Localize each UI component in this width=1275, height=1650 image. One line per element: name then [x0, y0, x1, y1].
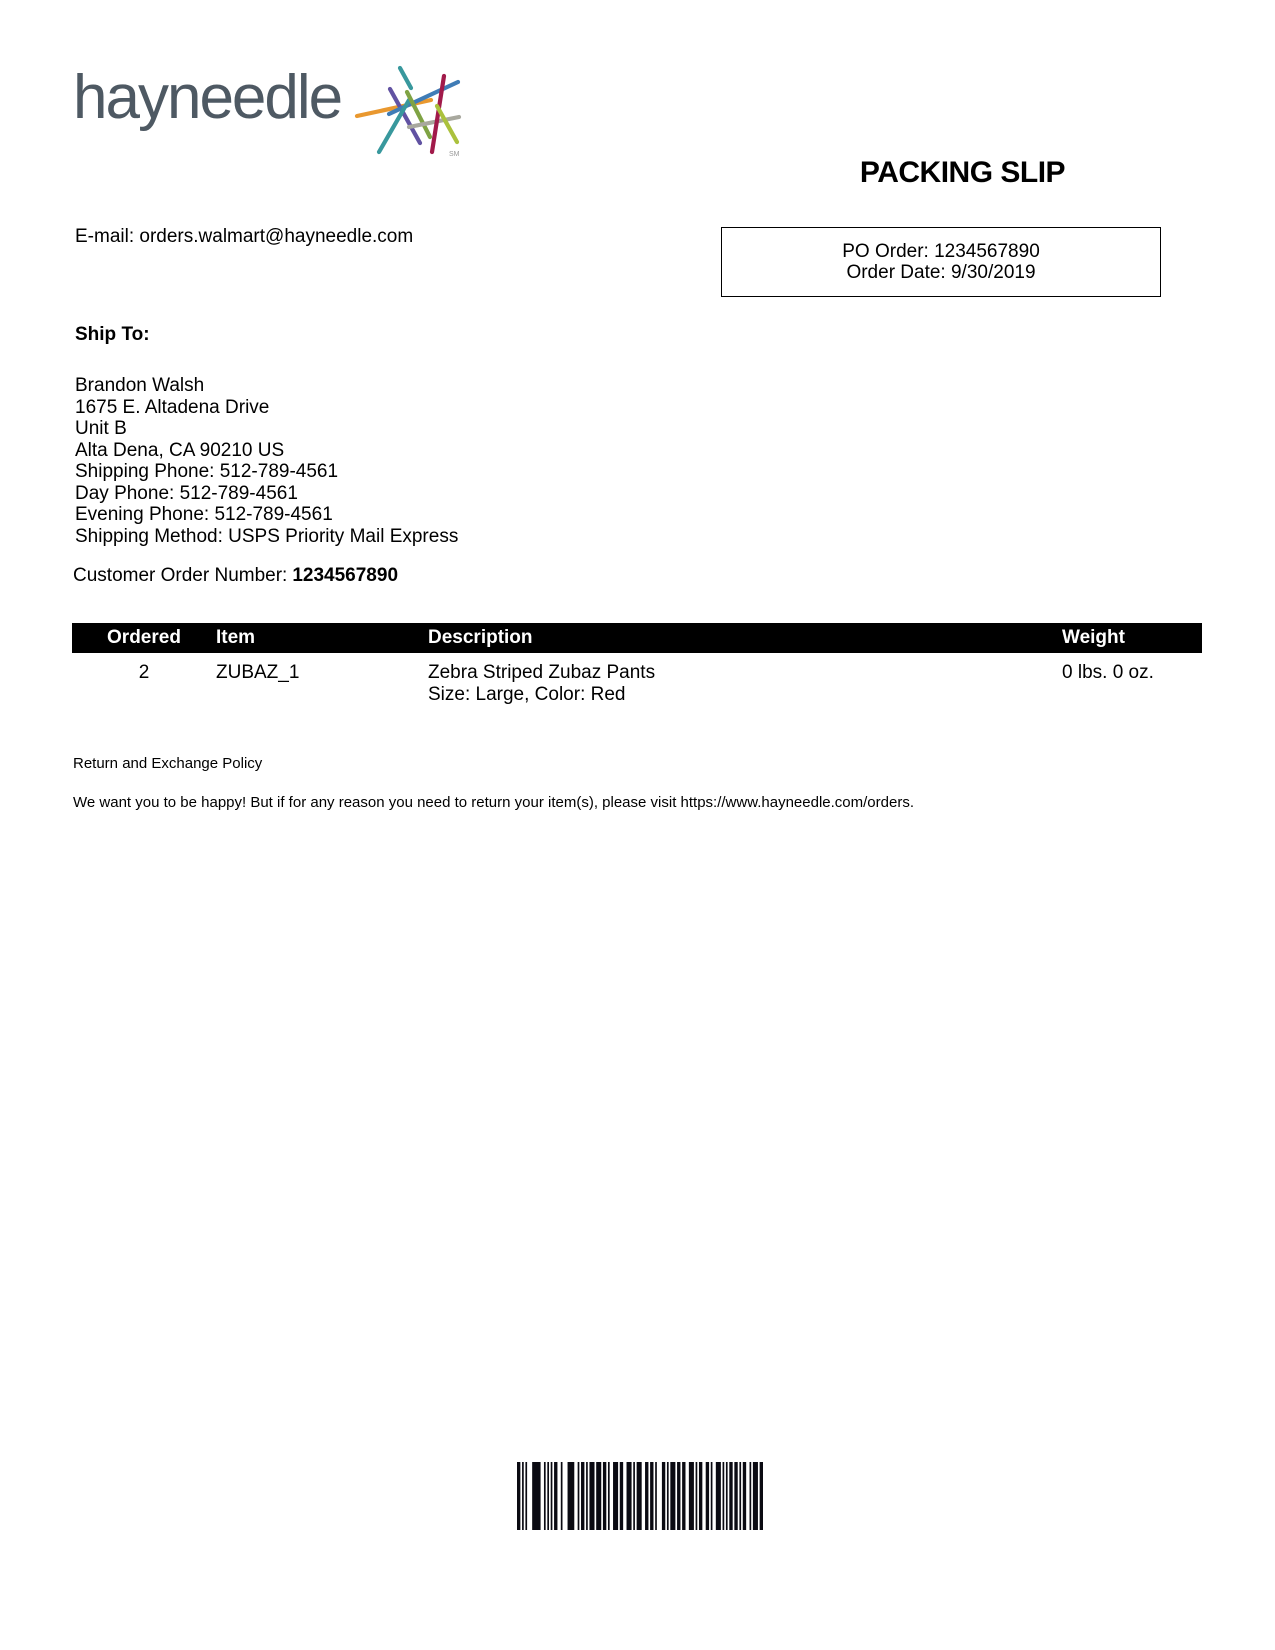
address-line-shipping-method: Shipping Method: USPS Priority Mail Express	[75, 525, 459, 547]
header-cell-ordered: Ordered	[107, 627, 181, 648]
ship-to-heading: Ship To:	[75, 324, 150, 345]
order-date-line: Order Date: 9/30/2019	[846, 262, 1036, 283]
customer-order-number	[73, 565, 398, 587]
cell-ordered: 2	[138, 662, 150, 683]
cell-weight: 0 lbs. 0 oz.	[1062, 662, 1154, 683]
header-cell-description: Description	[428, 627, 533, 648]
hayneedle-logo	[73, 58, 463, 158]
address-line-unit: Unit B	[75, 418, 127, 439]
header-cell-item: Item	[216, 627, 256, 648]
address-line-day-phone: Day Phone: 512-789-4561	[75, 482, 298, 504]
return-policy-text: We want you to be happy! But if for any reason you need to return your item(s), please visit https://www.hayneedle.com/orders.	[73, 794, 914, 811]
address-line-name: Brandon Walsh	[75, 375, 205, 396]
cell-item: ZUBAZ_1	[216, 662, 300, 683]
description-options: Size: Large, Color: Red	[428, 684, 626, 705]
description-title: Zebra Striped Zubaz Pants	[428, 662, 656, 683]
return-policy-heading: Return and Exchange Policy	[73, 755, 263, 772]
order-info-box	[721, 227, 1161, 297]
address-line-shipping-phone: Shipping Phone: 512-789-4561	[75, 461, 339, 482]
ship-to-address	[75, 375, 458, 547]
address-line-evening-phone: Evening Phone: 512-789-4561	[75, 504, 333, 525]
address-line-city: Alta Dena, CA 90210 US	[75, 439, 285, 461]
table-header-row	[72, 623, 1202, 653]
order-barcode	[517, 1462, 763, 1530]
email-line: E-mail: orders.walmart@hayneedle.com	[75, 226, 414, 247]
items-table	[72, 623, 1202, 706]
table-row	[72, 662, 1202, 706]
cell-description	[428, 662, 1062, 706]
logo-text: hayneedle	[73, 63, 342, 132]
needles-icon	[351, 64, 463, 158]
customer-order-value: 1234567890	[292, 565, 399, 586]
customer-order-label: Customer Order Number:	[73, 565, 288, 586]
address-line-street: 1675 E. Altadena Drive	[75, 396, 270, 418]
header-cell-weight: Weight	[1062, 627, 1125, 648]
trademark-label: SM	[449, 151, 460, 158]
po-order-line: PO Order: 1234567890	[842, 241, 1040, 262]
page-title: PACKING SLIP	[859, 156, 1066, 189]
